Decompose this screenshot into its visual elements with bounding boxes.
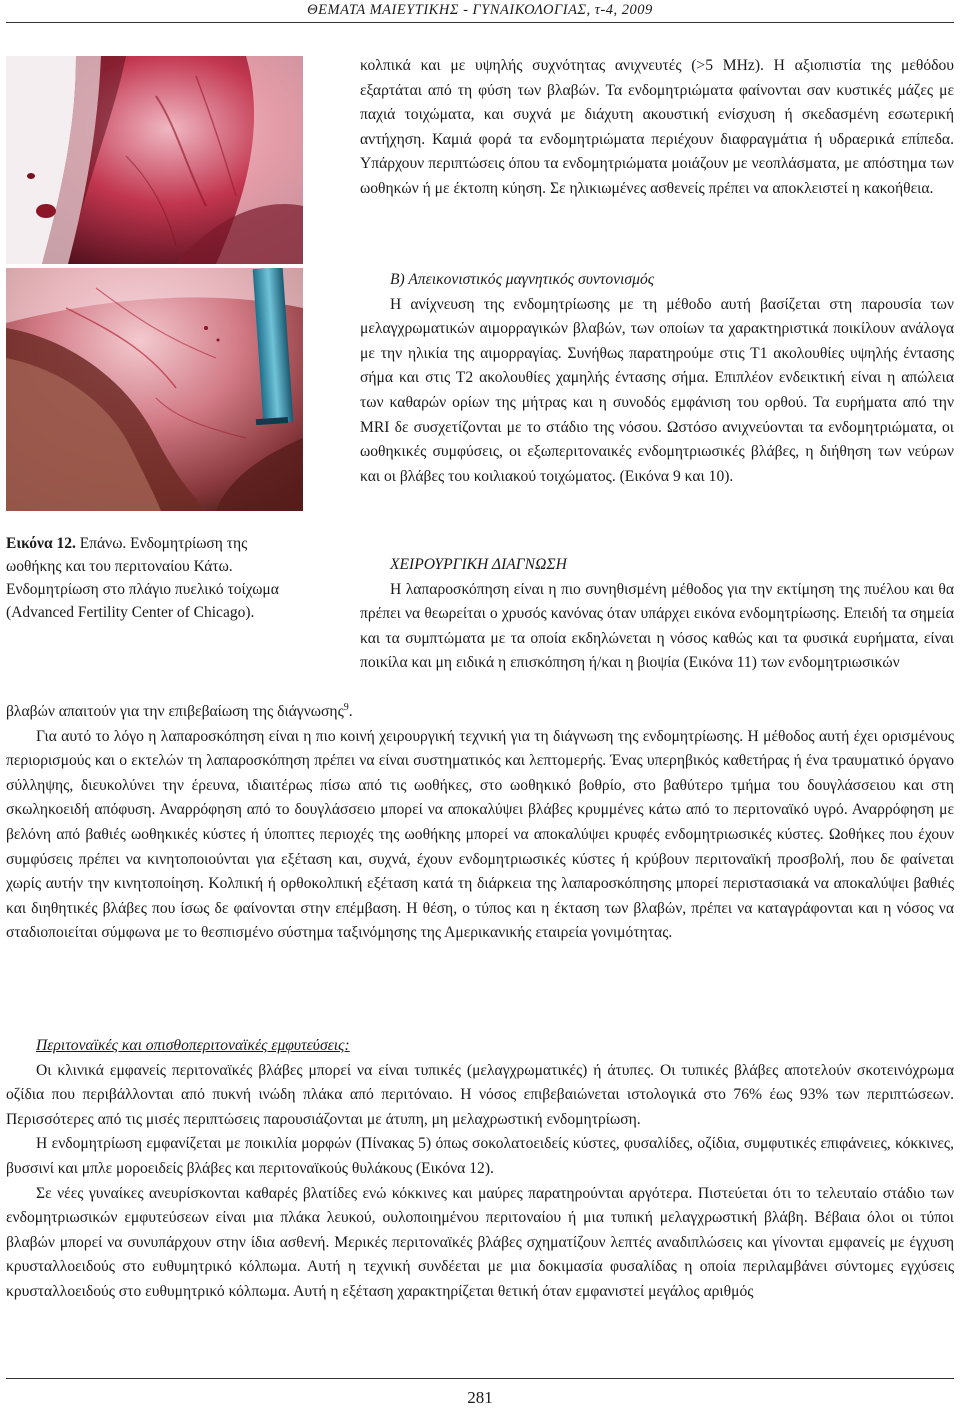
right-column-surgical [360,553,954,676]
laparoscopy-photo-pelvic-wall [6,268,303,511]
paragraph-mri: Η ανίχνευση της ενδομητρίωσης με τη μέθοδο αυτή βασίζεται στη παρουσία των μελαγχρωματικών αιμορραγικών βλαβών, των οποίων τα χαρακτηριστικά ποικίλουν ανάλογα με την ηλικία της αιμορραγίας. Συνήθως παρατηρούμε στις Τ1 ακολουθίες υψηλής έντασης σήμα και στις Τ2 ακολουθίες χαμηλής έντασης σήμα. Επιπλέον ενδεικτική είναι η απώλεια των καθαρών ορίων της μήτρας και η συνοδός εμφάνιση του ορθού. Τα ευρήματα από την MRI δε συσχετίζονται με το στάδιο της νόσου. Ωστόσο ανιχνεύονται τα ενδομητριώματα, οι ωοθηκικές συμφύσεις, οι εξωπεριτοναικές ενδομητριωσικές βλάβες, η διήθηση των νεύρων και οι βλάβες του κοιλιακού τοιχώματος. (Εικόνα 9 και 10). [360,295,954,485]
footer-rule [6,1378,954,1379]
paragraph-peritoneal-3: Σε νέες γυναίκες ανευρίσκονται καθαρές βλατίδες ενώ κόκκινες και μαύρες παρατηρούνται αργότερα. Πιστεύεται ότι το τελευταίο στάδιο των ενδομητριωσικών εμφυτεύσεων είναι μια πλάκα λευκού, ουλοποιημένου περιτοναίου ή μια τυπική μελαγχρωστική βλάβη. Βέβαια όλοι οι τύποι βλαβών μπορεί να συνυπάρχουν στην ίδια ασθενή. Μερικές περιτοναϊκές βλάβες σχηματίζουν λεπτές αναδιπλώσεις και γίνονται εμφανείς με έγχυση κρυσταλλοειδούς στο ευθυμητρικό κόλπωμα. Αυτή η τεχνική συνδέεται με μια δοκιμασία φυσαλίδας η οποία περιλαμβάνει σύντομες εγχύσεις κρυσταλλοειδούς στο ευθυμητρικό κόλπωμα. Αυτή η εξέταση χαρακτηρίζεται θετική όταν εμφανιστεί μεγάλος αριθμός [6,1184,954,1300]
right-column-mri [360,268,954,489]
paragraph-peritoneal-2: Η ενδομητρίωση εμφανίζεται με ποικιλία μορφών (Πίνακας 5) όπως σοκολατοειδείς κύστες, φυσαλίδες, οζίδια, συμφυτικές επιφάνειες, κόκκινες, βυσσινί και μπλε μοροειδείς βλάβες και περιτοναϊκούς θυλάκους (Εικόνα 12). [6,1135,954,1177]
reference-superscript: 9 [343,701,349,713]
full-width-body [6,700,954,946]
figure-label: Εικόνα 12. [6,535,76,552]
running-header: ΘΕΜΑΤΑ ΜΑΙΕΥΤΙΚΗΣ - ΓΥΝΑΙΚΟΛΟΓΙΑΣ, τ-4, 2009 [307,2,653,18]
paragraph-diagnosis-continuation [6,700,954,725]
subheading-surgical-diagnosis: ΧΕΙΡΟΥΡΓΙΚΗ ΔΙΑΓΝΩΣΗ [390,556,567,573]
subheading-peritoneal: Περιτοναϊκές και οπισθοπεριτοναϊκές εμφυτεύσεις: [36,1037,350,1054]
paragraph-ultrasound-cont: κολπικά και με υψηλής συχνότητας ανιχνευτές (>5 MHz). Η αξιοπιστία της μεθόδου εξαρτάται από τη φύση των βλαβών. Τα ενδομητριώματα φαίνονται σαν κυστικές μάζες με παχιά τοιχώματα, και συχνά με διάχυτη ακουστική ενίσχυση ή σκεδασμένη εσωτερική αντήχηση. Καμιά φορά τα ενδομητριώματα περιέχουν διαφραγμάτια ή υδραερικά επίπεδα. Υπάρχουν περιπτώσεις όπου τα ενδομητριώματα μοιάζουν με νεοπλάσματα, με απόστημα των ωοθηκών ή με έκτοπη κύηση. Σε ηλικιωμένες ασθενείς πρέπει να αποκλειστεί η κακοήθεια. [360,57,954,197]
continuation-text: βλαβών απαιτούν για την επιβεβαίωση της διάγνωσης [6,703,344,720]
photo-pelvic-wall-image [6,268,303,511]
page-number: 281 [467,1388,493,1407]
photo-ovary-image [6,56,303,264]
peritoneal-section [6,1034,954,1305]
header-rule [6,22,954,23]
paragraph-laparoscopy: Για αυτό το λόγο η λαπαροσκόπηση είναι η πιο κοινή χειρουργική τεχνική για τη διάγνωση της ενδομητρίωσης. Η μέθοδος αυτή έχει ορισμένους περιορισμούς και ο εκτελών τη λαπαροσκόπηση πρέπει να είναι συστηματικός και λεπτομερής. Ένας υπερηβικός καθετήρας ή ένα τραυματικό όργανο σύλληψης, διευκολύνει την έρευνα, ιδιαιτέρως πίσω από τις ωοθήκες, στο ωοθηκικό βοθρίο, στο βαθύτερο τμήμα του δουγλάσσειου και στη σκωληκοειδή απόφυση. Αναρρόφηση από το δουγλάσσειο μπορεί να αποκαλύψει βλάβες κρυμμένες κάτω από το περιτοναϊκό υγρό. Αναρρόφηση με βελόνη από βαθιές ωοθηκικές κύστες ή ύποπτες περιοχές της ωοθήκης μπορεί να αποκαλύψει κρυφές ενδομητριωσικές κύστες. Ωοθήκες που έχουν συμφύσεις πρέπει να κινητοποιούνται για εξέταση και, συχνά, έχουν ενδομητριωσικές κύστες ή κρύβουν περιτοναϊκή προσβολή, που δε φαίνεται χωρίς αυτήν την κινητοποίηση. Κολπική ή ορθοκολπική εξέταση κατά τη διάρκεια της λαπαροσκόπησης μπορεί περιστασιακά να αποκαλύψει βαθιές και διηθητικές βλάβες που ίσως δε φαίνονται στην επέμβαση. Η θέση, ο τύπος και η έκταση των βλαβών, πρέπει να καταγράφονται και η νόσος να σταδιοποιείται σύμφωνα με το θεσπισμένο σύστημα ταξινόμησης της Αμερικανικής εταιρεία γονιμότητας. [6,727,954,942]
right-column-top [360,54,954,202]
paragraph-surgical-diagnosis: Η λαπαροσκόπηση είναι η πιο συνηθισμένη μέθοδος για την εκτίμηση της πυέλου και θα πρέπει να θεωρείται ο χρυσός κανόνας όταν υπάρχει εικόνα ενδομητρίωσης. Επειδή τα σημεία και τα συμπτώματα με τα οποία εκδηλώνεται η νόσος καθώς και τα φυσικά ευρήματα, είναι ποικίλα και μη ειδικά η επισκόπηση ή/και η βιοψία (Εικόνα 11) των ενδομητριωσικών [360,580,954,672]
laparoscopy-photo-ovary [6,56,303,264]
figure-caption [6,532,306,624]
subheading-mri: Β) Απεικονιστικός μαγνητικός συντονισμός [390,271,655,288]
figure-caption-text: Επάνω. Ενδομητρίωση της ωοθήκης και του περιτοναίου Κάτω. Ενδομητρίωση στο πλάγιο πυελικό τοίχωμα (Advanced Fertility Center of Chicago). [6,535,279,621]
continuation-end: . [348,703,353,720]
paragraph-peritoneal-1: Οι κλινικά εμφανείς περιτοναϊκές βλάβες μπορεί να είναι τυπικές (μελαγχρωματικές) ή άτυπες. Οι τυπικές βλάβες αποτελούν σκοτεινόχρωμα οζίδια που περιβάλλονται από πυκνή ινώδη πλάκα από περιτόναιο. Η νόσος επιβεβαιώνεται ιστολογικά στο 76% έως 93% των περιπτώσεων. Περισσότερες από τις μισές περιπτώσεις παρουσιάζονται με άτυπη, μη μελαχρωστική ενδομητρίωση. [6,1061,954,1128]
